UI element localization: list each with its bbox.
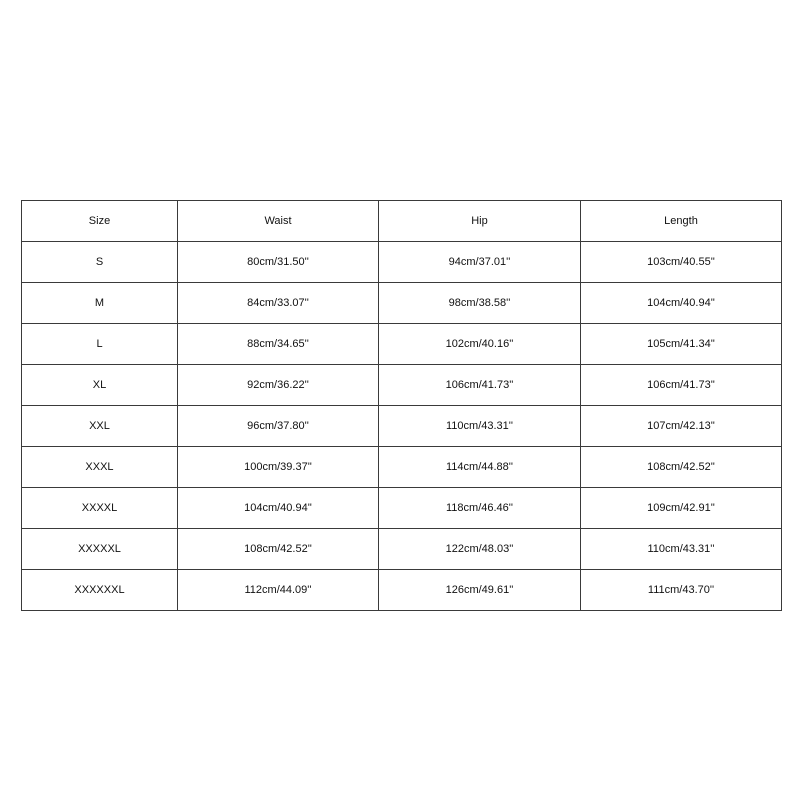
length-cell: 105cm/41.34'' [581, 324, 782, 365]
table-row [22, 570, 782, 611]
size-cell: XXL [22, 406, 178, 447]
waist-cell: 80cm/31.50'' [178, 242, 379, 283]
header-row [22, 201, 782, 242]
table-row [22, 242, 782, 283]
waist-cell: 92cm/36.22'' [178, 365, 379, 406]
header-waist: Waist [178, 201, 379, 242]
size-cell: XL [22, 365, 178, 406]
table-row [22, 529, 782, 570]
table-row [22, 324, 782, 365]
waist-cell: 112cm/44.09'' [178, 570, 379, 611]
waist-cell: 100cm/39.37'' [178, 447, 379, 488]
hip-cell: 102cm/40.16'' [379, 324, 581, 365]
header-hip: Hip [379, 201, 581, 242]
waist-cell: 96cm/37.80'' [178, 406, 379, 447]
header-size: Size [22, 201, 178, 242]
table-row [22, 488, 782, 529]
table-row [22, 365, 782, 406]
hip-cell: 98cm/38.58'' [379, 283, 581, 324]
hip-cell: 126cm/49.61'' [379, 570, 581, 611]
hip-cell: 94cm/37.01'' [379, 242, 581, 283]
size-cell: M [22, 283, 178, 324]
length-cell: 109cm/42.91'' [581, 488, 782, 529]
size-cell: XXXL [22, 447, 178, 488]
length-cell: 104cm/40.94'' [581, 283, 782, 324]
hip-cell: 106cm/41.73'' [379, 365, 581, 406]
table-row [22, 406, 782, 447]
table-row [22, 447, 782, 488]
length-cell: 106cm/41.73'' [581, 365, 782, 406]
waist-cell: 104cm/40.94'' [178, 488, 379, 529]
hip-cell: 122cm/48.03'' [379, 529, 581, 570]
length-cell: 108cm/42.52'' [581, 447, 782, 488]
length-cell: 107cm/42.13'' [581, 406, 782, 447]
size-cell: L [22, 324, 178, 365]
waist-cell: 88cm/34.65'' [178, 324, 379, 365]
size-chart-table [21, 200, 782, 611]
length-cell: 110cm/43.31'' [581, 529, 782, 570]
size-cell: XXXXL [22, 488, 178, 529]
size-cell: XXXXXXL [22, 570, 178, 611]
size-cell: XXXXXL [22, 529, 178, 570]
hip-cell: 110cm/43.31'' [379, 406, 581, 447]
table-row [22, 283, 782, 324]
length-cell: 111cm/43.70'' [581, 570, 782, 611]
waist-cell: 84cm/33.07'' [178, 283, 379, 324]
hip-cell: 114cm/44.88'' [379, 447, 581, 488]
size-cell: S [22, 242, 178, 283]
length-cell: 103cm/40.55'' [581, 242, 782, 283]
waist-cell: 108cm/42.52'' [178, 529, 379, 570]
hip-cell: 118cm/46.46'' [379, 488, 581, 529]
header-length: Length [581, 201, 782, 242]
